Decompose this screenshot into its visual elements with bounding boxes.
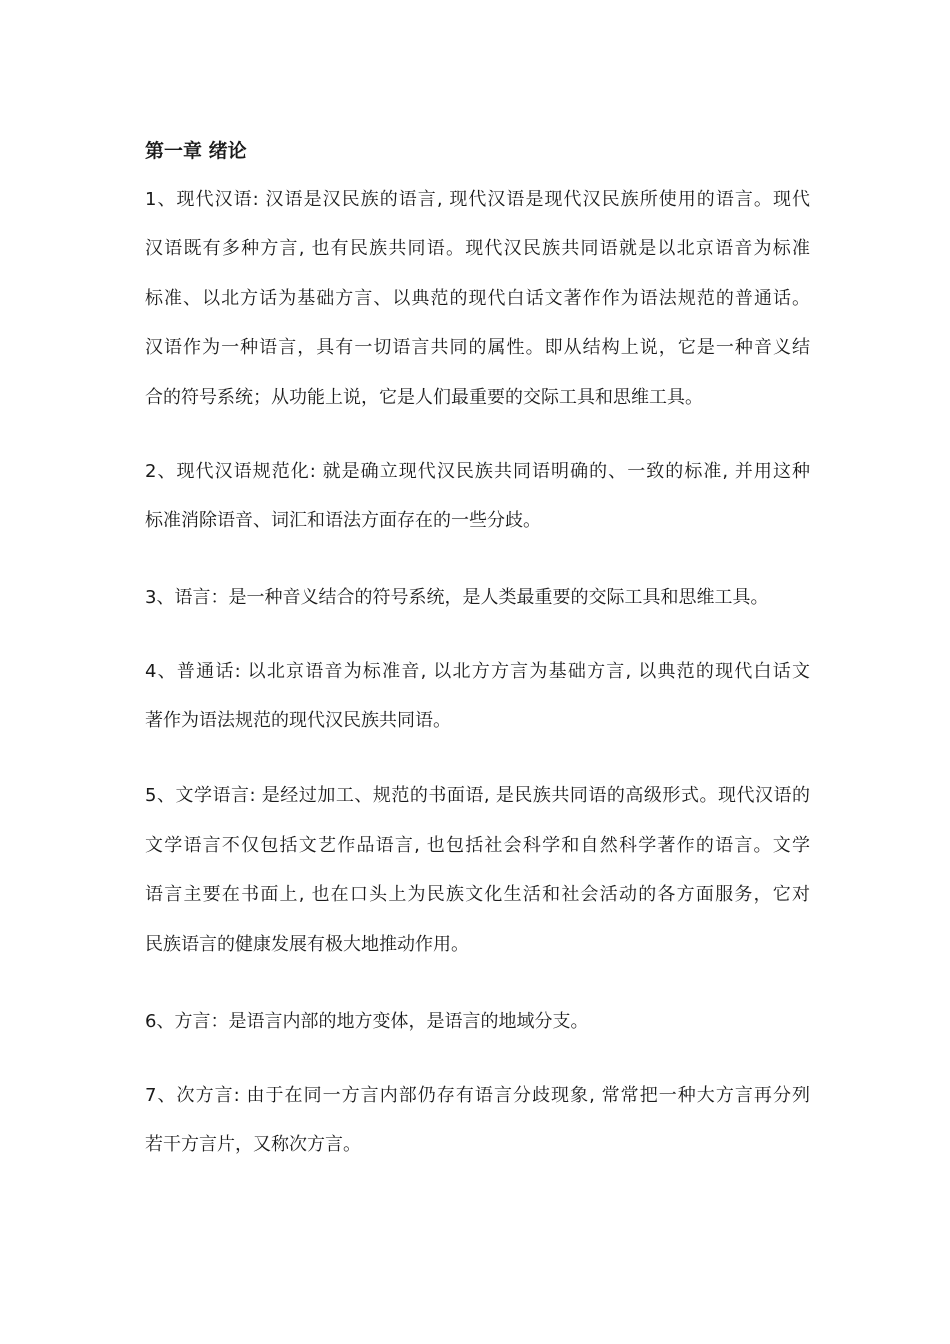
chapter-heading: 第一章 绪论	[145, 140, 247, 162]
text-line: 6、方言：是语言内部的地方变体，是语言的地域分支。	[145, 1011, 589, 1032]
text-line: 若干方言片，又称次方言。	[145, 1134, 361, 1155]
text-line: 1、现代汉语: 汉语是汉民族的语言, 现代汉语是现代汉民族所使用的语言。现代	[145, 189, 810, 210]
text-line: 标准、以北方话为基础方言、以典范的现代白话文著作作为语法规范的普通话。	[145, 288, 810, 309]
text-line: 标准消除语音、词汇和语法方面存在的一些分歧。	[145, 510, 541, 531]
text-line: 著作为语法规范的现代汉民族共同语。	[145, 710, 451, 731]
text-line: 汉语作为一种语言，具有一切语言共同的属性。即从结构上说，它是一种音义结	[145, 337, 810, 358]
text-line: 4、普通话: 以北京语音为标准音, 以北方方言为基础方言, 以典范的现代白话文	[145, 661, 810, 682]
text-line: 民族语言的健康发展有极大地推动作用。	[145, 934, 469, 955]
text-line: 合的符号系统；从功能上说，它是人们最重要的交际工具和思维工具。	[145, 387, 703, 408]
text-line: 5、文学语言: 是经过加工、规范的书面语, 是民族共同语的高级形式。现代汉语的	[145, 785, 810, 806]
text-line: 7、次方言: 由于在同一方言内部仍存有语言分歧现象, 常常把一种大方言再分列	[145, 1085, 810, 1106]
text-line: 汉语既有多种方言, 也有民族共同语。现代汉民族共同语就是以北京语音为标准	[145, 238, 810, 259]
text-line: 语言主要在书面上, 也在口头上为民族文化生活和社会活动的各方面服务，它对	[145, 884, 810, 905]
text-line: 文学语言不仅包括文艺作品语言, 也包括社会科学和自然科学著作的语言。文学	[145, 835, 810, 856]
text-line: 2、现代汉语规范化: 就是确立现代汉民族共同语明确的、一致的标准, 并用这种	[145, 461, 810, 482]
text-line: 3、语言：是一种音义结合的符号系统，是人类最重要的交际工具和思维工具。	[145, 587, 769, 608]
